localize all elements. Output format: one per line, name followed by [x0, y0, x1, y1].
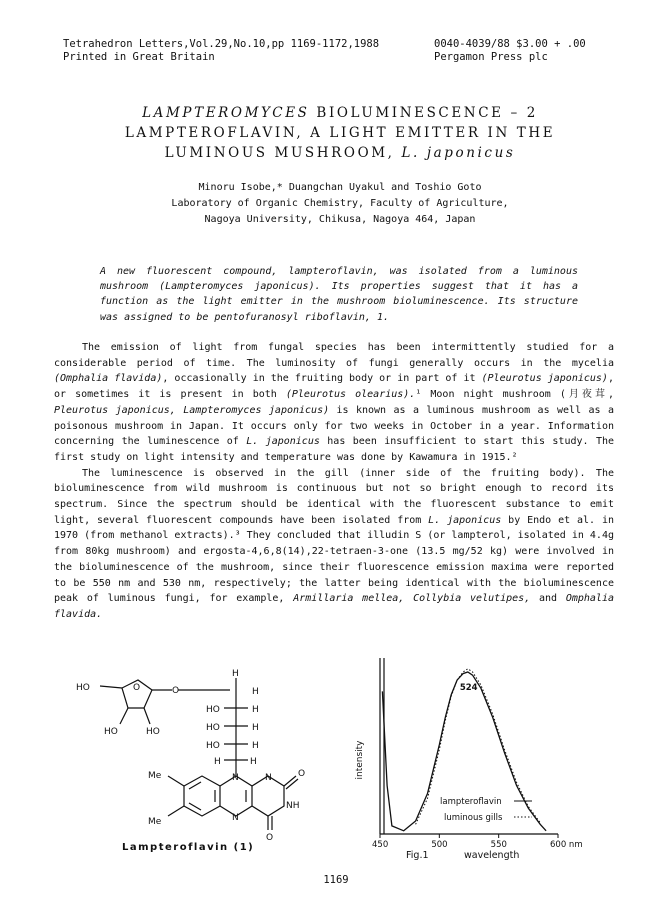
svg-text:HO: HO	[206, 723, 220, 733]
svg-text:Me: Me	[148, 771, 162, 781]
printed-in: Printed in Great Britain	[63, 51, 215, 63]
svg-text:N: N	[232, 813, 239, 823]
affiliation-2: Nagoya University, Chikusa, Nagoya 464, Japan	[204, 214, 476, 225]
legend-luminous-gills: luminous gills	[444, 813, 503, 823]
svg-text:Me: Me	[148, 817, 162, 827]
x-axis-label: wavelength	[464, 850, 520, 861]
structure-label: Lampteroflavin (1)	[122, 842, 255, 853]
x-tick-label: 600 nm	[550, 840, 583, 850]
svg-text:H: H	[252, 705, 259, 715]
body-text	[54, 340, 614, 623]
title-species: L. japonicus	[401, 145, 516, 161]
paper-title	[40, 103, 640, 163]
svg-text:O: O	[298, 769, 306, 779]
abstract: A new fluorescent compound, lampteroflavin, was isolated from a luminous mushroom (Lampteromyces japonicus). Its properties suggest that it has a function as the light emitter in the mushroom bioluminescence. Its structure was assigned to be pentofuranosyl riboflavin, 1.	[100, 266, 578, 323]
atom-ho: HO	[76, 683, 90, 693]
peak-label: 524	[459, 683, 478, 693]
svg-text:H: H	[252, 687, 259, 697]
page-number: 1169	[323, 874, 349, 886]
svg-text:HO: HO	[206, 741, 220, 751]
y-axis-label: intensity	[355, 740, 365, 780]
svg-text:HO: HO	[146, 727, 160, 737]
spectrum-figure	[346, 650, 586, 870]
paragraph-2: The luminescence is observed in the gill (inner side of the fruiting body). The bioluminescence from wild mushroom is continuous but not so bright enough to record its spectrum. Since the spectrum should be identical with the fluorescent substance to emit light, several fluorescent compounds have been isolated from L. japonicus by Endo et al. in 1970 (from methanol extracts).³ They concluded that illudin S (or lampterol, isolated in 4.4g from 80kg mushroom) and ergosta-4,6,8(14),22-tetraen-3-one (13.5 mg/52 kg) were involved in the bioluminescence of the mushroom, since their fluorescence emission maxima were reported to be 550 nm and 530 nm, respectively; the latter being identical with the bioluminescence peak of luminous fungi, for example, Armillaria mellea, Collybia velutipes, and Omphalia flavida.	[54, 467, 614, 620]
title-line-1: LAMPTEROMYCES BIOLUMINESCENCE – 2	[142, 105, 538, 121]
legend-lampteroflavin: lampteroflavin	[440, 797, 502, 807]
title-genus: LAMPTEROMYCES	[142, 105, 310, 121]
title-line-3: LUMINOUS MUSHROOM, L. japonicus	[164, 145, 516, 161]
journal-citation: Tetrahedron Letters,Vol.29,No.10,pp 1169-1172,1988	[63, 38, 380, 50]
svg-text:N: N	[232, 773, 239, 783]
svg-text:O: O	[172, 686, 180, 696]
svg-text:N: N	[265, 773, 272, 783]
journal-header	[63, 38, 379, 64]
author-block	[40, 180, 640, 228]
svg-text:NH: NH	[286, 801, 300, 811]
svg-text:H: H	[252, 723, 259, 733]
price-code: 0040-4039/88 $3.00 + .00	[434, 38, 586, 50]
svg-text:HO: HO	[206, 705, 220, 715]
publisher: Pergamon Press plc	[434, 51, 548, 63]
svg-text:H: H	[252, 741, 259, 751]
x-tick-label: 500	[431, 840, 448, 850]
svg-text:O: O	[133, 683, 141, 693]
svg-text:H: H	[250, 757, 257, 767]
svg-text:H: H	[214, 757, 221, 767]
svg-text:O: O	[266, 833, 274, 843]
author-names: Minoru Isobe,* Duangchan Uyakul and Toshio Goto	[198, 182, 482, 193]
svg-text:H: H	[232, 669, 239, 679]
svg-text:HO: HO	[104, 727, 118, 737]
title-line-2: LAMPTEROFLAVIN, A LIGHT EMITTER IN THE	[124, 125, 556, 141]
publisher-header	[434, 38, 586, 64]
figure-caption: Fig.1	[406, 850, 429, 861]
x-tick-label: 550	[490, 840, 507, 850]
affiliation-1: Laboratory of Organic Chemistry, Faculty of Agriculture,	[171, 198, 509, 209]
paragraph-1: The emission of light from fungal species has been intermittently studied for a considerable period of time. The luminosity of fungi generally occurs in the mycelia (Omphalia flavida), occasionally in the fruiting body or in part of it (Pleurotus japonicus), or sometimes it is present in both (Pleurotus olearius).¹ Moon night mushroom (月夜茸, Pleurotus japonicus, Lampteromyces japonicus) is known as a luminous mushroom as well as a poisonous mushroom in Japan. It occurs only for two weeks in October in a year. Information concerning the luminescence of L. japonicus has been insufficient to start this study. The first study on light intensity and temperature was done by Kawamura in 1915.²	[54, 342, 615, 463]
x-tick-label: 450	[372, 840, 389, 850]
lampteroflavin-structure	[60, 668, 340, 888]
